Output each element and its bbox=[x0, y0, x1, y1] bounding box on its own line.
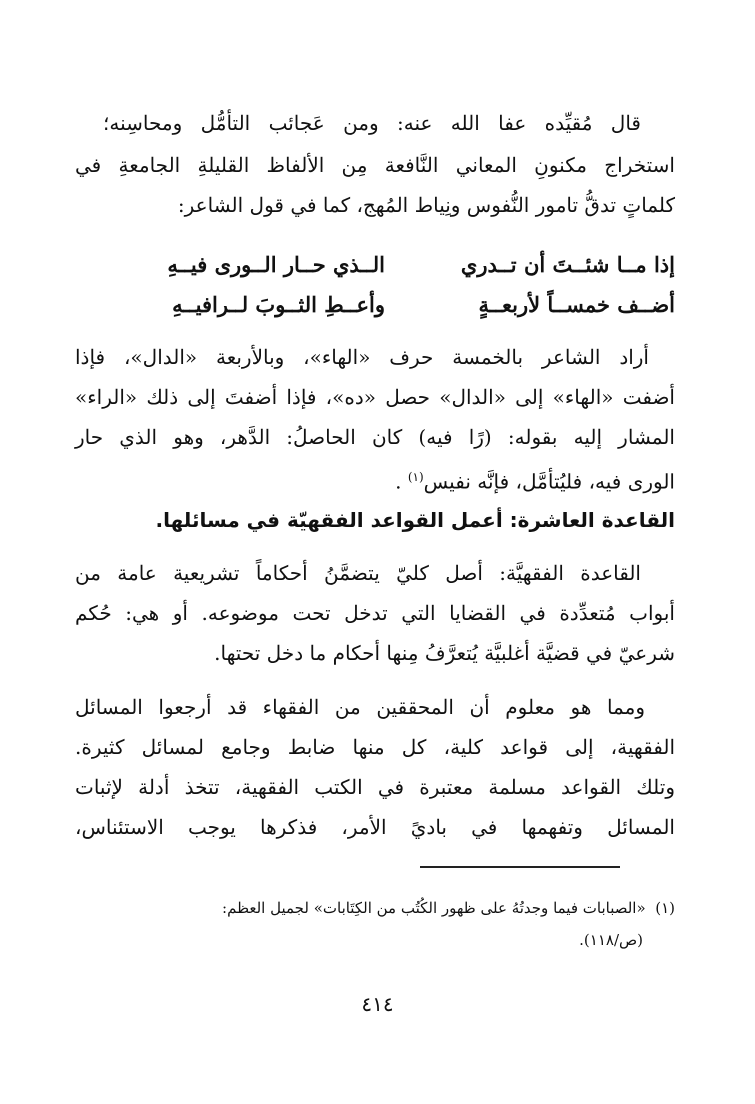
section-heading: القاعدة العاشرة: أعمل القواعد الفقهيّة في مسائلها. bbox=[155, 508, 675, 532]
explanation-end-mark: . bbox=[395, 469, 402, 494]
footnote-line-1 bbox=[75, 893, 675, 923]
intro-line-3: كلماتٍ تدقُّ تامور النُّفوس ونِياط المُهج، كما في قول الشاعر: bbox=[177, 193, 675, 217]
closing-line-1: ومما هو معلوم أن المحققين من الفقهاء قد أرجعوا المسائل bbox=[75, 695, 645, 719]
explanation-line-4-text: الورى فيه، فليُتأمَّل، فإنَّه نفيس bbox=[423, 469, 675, 494]
verse-2-second-hemistich: وأعــطِ الثــوبَ لــرافيــهِ bbox=[172, 292, 385, 317]
explanation-line-3: المشار إليه بقوله: (رًا فيه) كان الحاصلُ: الدَّهر، وهو الذي حار bbox=[75, 425, 675, 449]
page-number: ٤١٤ bbox=[361, 992, 394, 1016]
explanation-line-1: أراد الشاعر بالخمسة حرف «الهاء»، وبالأربعة «الدال»، فإذا bbox=[75, 345, 649, 369]
definition-line-1: القاعدة الفقهيَّة: أصل كليّ يتضمَّنُ أحكاماً تشريعية عامة من bbox=[75, 561, 641, 585]
footnote-separator bbox=[420, 866, 620, 868]
closing-line-3: وتلك القواعد مسلمة معتبرة في الكتب الفقهية، تتخذ أدلة لإثبات bbox=[75, 775, 675, 799]
closing-line-4: المسائل وتفهمها في باديً الأمر، فذكرها يوجب الاستئناس، bbox=[75, 815, 675, 839]
explanation-line-4 bbox=[75, 457, 675, 502]
verse-2-first-hemistich: أضــف خمســاً لأربعــةٍ bbox=[478, 292, 675, 317]
intro-line-2: استخراج مكنونِ المعاني النَّافعة مِن الألفاظ القليلةِ الجامعةِ في bbox=[75, 153, 675, 177]
definition-line-3: شرعيّ في قضيَّة أغلبيَّة يُتعرَّفُ مِنها أحكام ما دخل تحتها. bbox=[214, 641, 675, 665]
intro-line-1: قال مُقيِّده عفا الله عنه: ومن عَجائب التأمُّل ومحاسِنه؛ bbox=[103, 111, 641, 135]
explanation-line-2: أضفت «الهاء» إلى «الدال» حصل «ده»، فإذا أضفتَ إلى ذلك «الراء» bbox=[75, 385, 675, 409]
verse-1-first-hemistich: إذا مــا شئــتَ أن تــدري bbox=[460, 252, 675, 277]
footnote-number: (١) bbox=[655, 899, 675, 917]
footnote-reference: (١) bbox=[407, 470, 424, 484]
definition-line-2: أبواب مُتعدِّدة في القضايا التي تدخل تحت موضوعه. أو هي: حُكم bbox=[75, 601, 675, 625]
verse-1-second-hemistich: الــذي حــار الــورى فيــهِ bbox=[167, 252, 385, 277]
footnote-text: «الصبابات فيما وجدتُهُ على ظهور الكُتُب من الكِتَابات» لجميل العظم: bbox=[222, 899, 646, 917]
closing-line-2: الفقهية، إلى قواعد كلية، كل منها ضابط وجامع لمسائل كثيرة. bbox=[75, 735, 675, 759]
footnote-line-2: (ص/١١٨). bbox=[579, 931, 643, 949]
